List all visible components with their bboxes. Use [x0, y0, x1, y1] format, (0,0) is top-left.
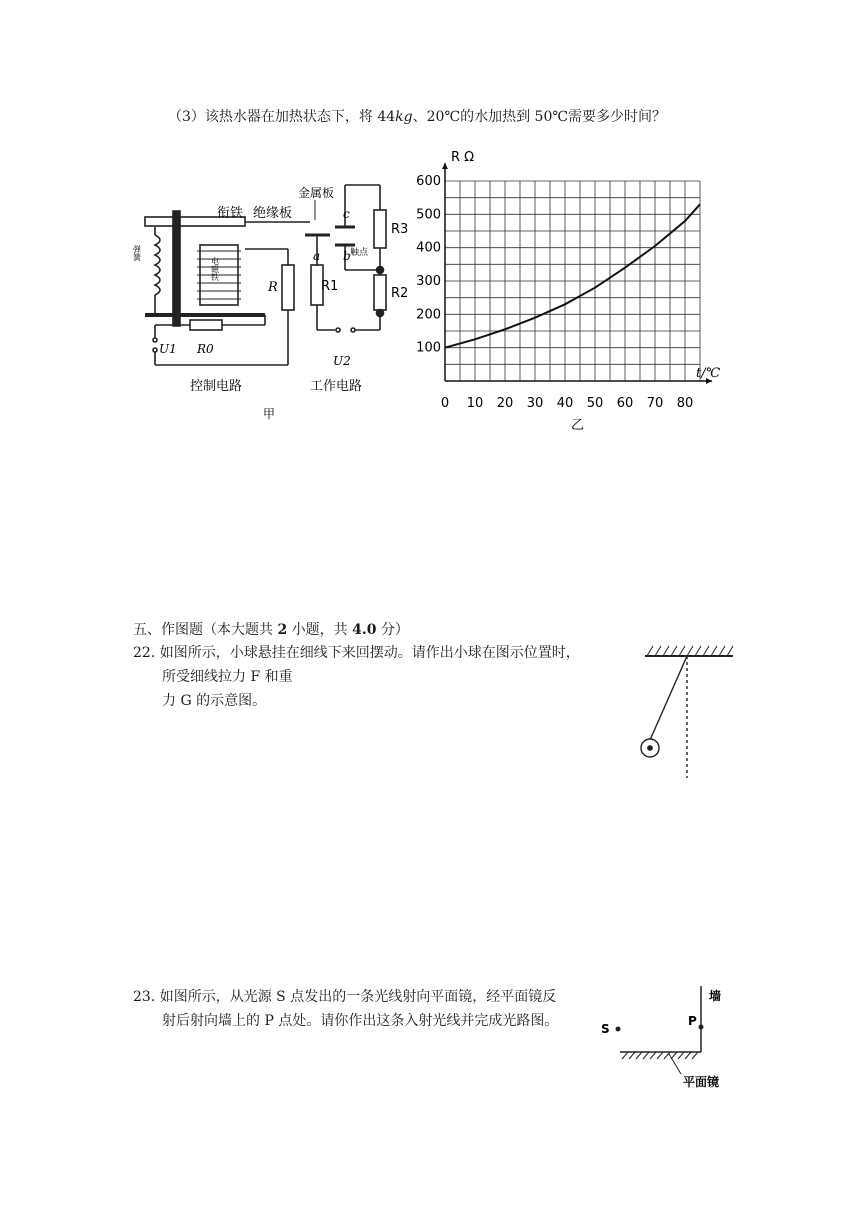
- label-R0: R0: [197, 342, 214, 356]
- resistor-R: [282, 265, 294, 310]
- label-mirror: 平面镜: [683, 1075, 720, 1089]
- y-tick-label: 200: [416, 307, 441, 323]
- y-tick-label: 600: [416, 174, 441, 189]
- chart-caption: 乙: [571, 418, 585, 433]
- label-dianciti: 电磁铁: [210, 257, 220, 281]
- circuit-diagram: [132, 165, 415, 430]
- iron-post: [173, 211, 180, 326]
- y-tick-label: 400: [416, 240, 441, 256]
- mirror-figure: [595, 982, 745, 1097]
- label-U2: U2: [333, 354, 351, 368]
- string-line: [650, 656, 687, 740]
- chart-grid: [445, 181, 700, 381]
- x-tick-label: 20: [496, 396, 514, 411]
- y-tick-label: 300: [416, 274, 441, 289]
- question-3-text: （3）该热水器在加热状态下，将 44kg、20℃的水加热到 50℃需要多少时间？: [168, 109, 667, 125]
- label-R2: R2: [391, 286, 409, 301]
- label-R1: R1: [321, 279, 339, 294]
- label-gongzuo: 工作电路: [310, 379, 363, 394]
- label-U1: U1: [159, 342, 177, 356]
- pendulum-figure: [635, 640, 740, 780]
- question-23-line2: 射后射向墙上的 P 点处。请你作出这条入射光线并完成光路图。: [162, 1013, 559, 1029]
- x-tick-label: 60: [616, 396, 634, 411]
- x-tick-label: 10: [466, 396, 484, 411]
- label-a: a: [313, 249, 321, 263]
- label-b: b: [343, 249, 351, 263]
- section-5-heading: 五、作图题（本大题共 2 小题，共 4.0 分）: [133, 622, 409, 638]
- x-tick-label: 80: [676, 396, 694, 411]
- question-22-line2: 所受细线拉力 F 和重: [162, 669, 293, 685]
- label-S: S: [601, 1022, 610, 1036]
- label-jinshuban: 金属板: [298, 186, 335, 200]
- point-P: [699, 1025, 704, 1030]
- x-tick-label: 50: [586, 396, 604, 411]
- resistor-R2: [374, 275, 386, 310]
- label-c: c: [343, 207, 350, 221]
- label-chudian: 触点: [350, 248, 369, 258]
- x-tick-label: 0: [440, 396, 450, 411]
- label-R: R: [268, 280, 278, 295]
- y-axis-arrow: [442, 163, 448, 169]
- label-kongzhi: 控制电路: [190, 379, 243, 394]
- label-R3: R3: [391, 222, 409, 237]
- resistance-curve: [445, 204, 700, 347]
- label-P: P: [688, 1014, 697, 1028]
- label-jueyuanban: 绝缘板: [253, 206, 293, 221]
- label-wall: 墙: [709, 989, 722, 1003]
- question-23-line1: 23. 如图所示，从光源 S 点发出的一条光线射向平面镜，经平面镜反: [133, 989, 557, 1005]
- label-xiantie: 衔铁: [217, 206, 244, 221]
- chart-axes: [442, 163, 712, 384]
- label-jia: 甲: [263, 407, 276, 421]
- chart-ticks: [416, 174, 693, 411]
- x-axis-label: t/℃: [696, 366, 721, 381]
- r-t-chart: [415, 148, 721, 433]
- y-tick-label: 100: [416, 340, 441, 356]
- x-tick-label: 40: [556, 396, 574, 411]
- x-tick-label: 30: [526, 396, 544, 411]
- question-22-line1: 22. 如图所示，小球悬挂在细线下来回摆动。请作出小球在图示位置时，: [133, 645, 580, 661]
- resistor-R0: [190, 320, 222, 330]
- spring: [155, 235, 160, 295]
- resistor-R3: [374, 210, 386, 248]
- y-tick-label: 500: [416, 207, 441, 223]
- x-tick-label: 70: [646, 396, 664, 411]
- question-22-line3: 力 G 的示意图。: [162, 693, 267, 709]
- y-axis-label: R Ω: [451, 150, 475, 165]
- point-S: [616, 1027, 621, 1032]
- label-tanhuang: 弹簧: [132, 245, 142, 261]
